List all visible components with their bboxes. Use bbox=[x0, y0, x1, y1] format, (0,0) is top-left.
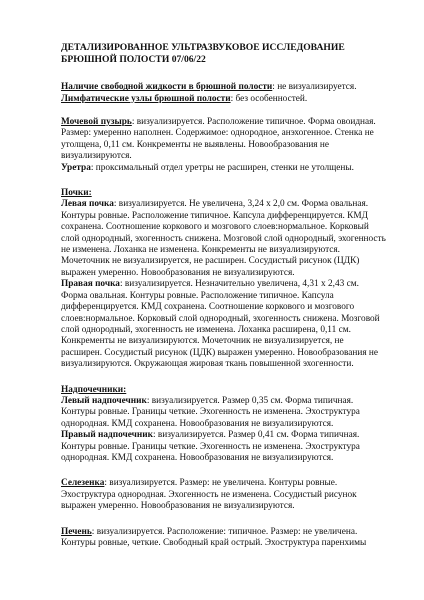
urethra-label: Уретра bbox=[61, 162, 91, 173]
free-fluid-text: : не визуализируется. bbox=[272, 82, 357, 93]
free-fluid-label: Наличие свободной жидкости в брюшной полости bbox=[61, 82, 273, 93]
right-kidney-text: : визуализируется. Незначительно увеличена, 4,31 х 2,43 см. Форма овальная. Контуры ровные. Расположение типичное. Капсула дифференцируется. КМД сохранена. Соотношение коркового и мозгового слоев:нормальное. Корковый слой однородный, эхогенность снижена. Мозговой слой однородный, эхогенность не изменена. Лоханка расширена, 0,11 см. Конкременты не визуализируются. Мочеточник не визуализируется, не расширен. Сосудистый рисунок (ЦДК) выражен умеренно. Новообразования не визуализируются. Окружающая жировая ткань повышенной эхогенности. bbox=[61, 279, 380, 370]
free-fluid-line bbox=[61, 82, 386, 93]
bladder-paragraph bbox=[61, 117, 386, 163]
left-adrenal-paragraph bbox=[61, 396, 386, 430]
left-adrenal-text: : визуализируется. Размер 0,35 см. Форма типичная. Контуры ровные. Границы четкие. Эхогенность не изменена. Эхоструктура однородная. КМД сохранена. Новообразования не визуализируются. bbox=[61, 395, 360, 429]
left-kidney-label: Левая почка bbox=[61, 199, 114, 210]
document-title: ДЕТАЛИЗИРОВАННОЕ УЛЬТРАЗВУКОВОЕ ИССЛЕДОВАНИЕ БРЮШНОЙ ПОЛОСТИ 07/06/22 bbox=[61, 42, 345, 65]
spleen-paragraph bbox=[61, 478, 386, 512]
right-adrenal-text: : визуализируется. Размер 0,41 см. Форма типичная. Контуры ровные. Границы четкие. Эхогенность не изменена. Эхоструктура однородная. КМД сохранена. Новообразования не визуализируются. bbox=[61, 430, 360, 463]
right-kidney-paragraph bbox=[61, 279, 386, 370]
kidneys-heading: Почки: bbox=[61, 188, 92, 199]
bladder-text: : визуализируется. Расположение типичное. Форма овоидная. Размер: умеренно наполнен. Содержимое: однородное, анэхогенное. Стенка не утолщена, 0,11 см. Конкременты не выявлены. Новообразования не визуализируются. bbox=[61, 117, 376, 162]
liver-text: : визуализируется. Расположение: типичное. Размер: не увеличена. Контуры ровные, четкие. Свободный край острый. Эхоструктура паренхимы bbox=[61, 526, 367, 548]
lymph-nodes-text: : без особенностей. bbox=[230, 93, 308, 104]
spleen-text: : визуализируется. Размер: не увеличена. Контуры ровные. Эхоструктура однородная. Эхогенность не изменена. Сосудистый рисунок выражен умеренно. Новообразования не визуализируются. bbox=[61, 478, 357, 512]
bladder-label: Мочевой пузырь bbox=[61, 117, 132, 127]
right-adrenal-paragraph bbox=[61, 430, 386, 464]
urethra-text: : проксимальный отдел уретры не расширен, стенки не утолщены. bbox=[90, 162, 354, 173]
liver-paragraph bbox=[61, 527, 386, 550]
right-adrenal-label: Правый надпочечник bbox=[61, 430, 153, 441]
urethra-paragraph bbox=[61, 163, 386, 174]
left-adrenal-label: Левый надпочечник bbox=[61, 395, 147, 406]
liver-label: Печень bbox=[61, 526, 92, 537]
lymph-nodes-label: Лимфатические узлы брюшной полости bbox=[61, 93, 231, 104]
lymph-nodes-line bbox=[61, 94, 386, 105]
left-kidney-paragraph bbox=[61, 199, 386, 279]
left-kidney-text: : визуализируется. Не увеличена, 3,24 х 2,0 см. Форма овальная. Контуры ровные. Расположение типичное. Капсула дифференцируется. КМД сохранена. Соотношение коркового и мозгового слоев:нормальное. Корковый слой однородный, эхогенность снижена. Мозговой слой однородный, эхогенность не изменена. Лоханка не изменена. Конкременты не визуализируются. Мочеточник не визуализируется, не расширен. Сосудистый рисунок (ЦДК) выражен умеренно. Новообразования не визуализируются. bbox=[61, 199, 386, 278]
adrenals-heading: Надпочечники: bbox=[61, 384, 127, 395]
spleen-label: Селезенка bbox=[61, 478, 105, 489]
right-kidney-label: Правая почка bbox=[61, 279, 120, 290]
